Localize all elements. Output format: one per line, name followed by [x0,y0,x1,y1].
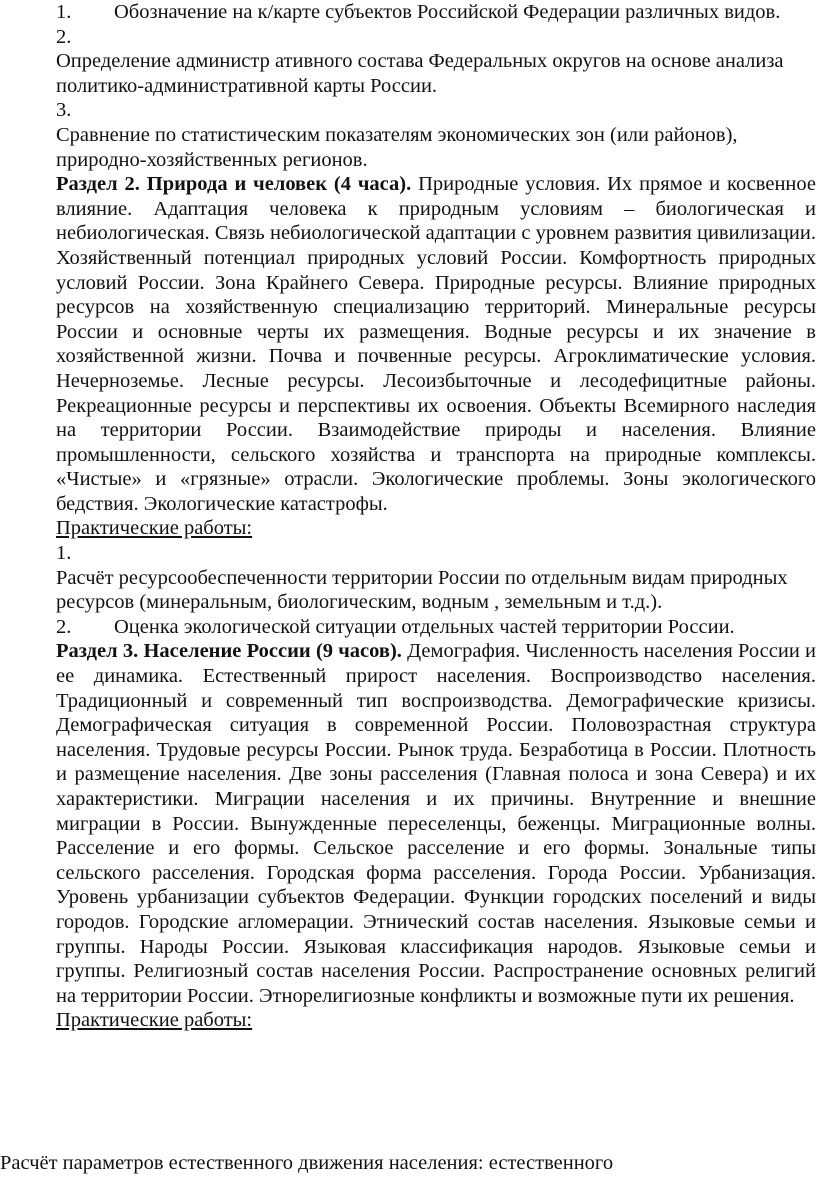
list-item-3 [56,98,816,172]
section-2-paragraph [56,172,816,516]
list-text: Сравнение по статистическим показателям экономических зон (или районов), природно-хозяйственных регионов. [56,123,738,171]
list-text: Оценка экологической ситуации отдельных частей территории России. [114,615,735,638]
list-item-2 [56,25,816,99]
document-page [56,0,816,1033]
practical-works-label: Практические работы: [56,1009,253,1032]
list-number: 2. [56,615,72,638]
section-2-practical-label [56,516,816,541]
list-text: Расчёт ресурсообеспеченности территории России по отдельным видам природных ресурсов (минеральным, биологическим, водным , земельным и т.д.). [56,566,788,614]
practical-text-line: Расчёт параметров естественного движения населения: естественного [0,1152,614,1174]
practical-item-1 [56,541,816,615]
section-3-paragraph [56,639,816,1008]
practical-item-2 [56,615,816,640]
section-3-practical-label [56,1008,816,1033]
list-text: Определение администр ативного состава Федеральных округов на основе анализа политико-административной карты России. [56,50,784,97]
section-2-body: Природные условия. Их прямое и косвенное влияние. Адаптация человека к природным условиям – биологическая и небиологическая. Связь небиологической адаптации с уровнем развития цивилизации. Хозяйственный потенциал природных условий России. Комфортность природных условий России. Зона Крайнего Севера. Природные ресурсы. Влияние природных ресурсов на хозяйственную специализацию территорий. Минеральные ресурсы России и основные черты их размещения. Водные ресурсы и их значение в хозяйственной жизни. Почва и почвенные ресурсы. Агроклиматические условия. Нечерноземье. Лесные ресурсы. Лесоизбыточные и лесодефицитные районы. Рекреационные ресурсы и перспективы их освоения. Объекты Всемирного наследия на территории России. Взаимодействие природы и населения. Влияние промышленности, сельского хозяйства и транспорта на природные комплексы. «Чистые» и «грязные» отрасли. Экологические проблемы. Зоны экологического бедствия. Экологические катастрофы. [56,173,816,515]
list-number: 3. [56,99,72,122]
section-2-heading: Раздел 2. Природа и человек (4 часа). [56,173,412,196]
list-number: 2. [56,25,72,48]
practical-works-label: Практические работы: [56,517,253,540]
section-3-heading: Раздел 3. Население России (9 часов). [56,640,402,663]
section-3-body: Демография. Численность населения России и ее динамика. Естественный прирост населения. Воспроизводство населения. Традиционный и современный тип воспроизводства. Демографические кризисы. Демографическая ситуация в современной России. Половозрастная структура населения. Трудовые ресурсы России. Рынок труда. Безработица в России. Плотность и размещение населения. Две зоны расселения (Главная полоса и зона Севера) и их характеристики. Миграции населения и их причины. Внутренние и внешние миграции в России. Вынужденные переселенцы, беженцы. Миграционные волны. Расселение и его формы. Сельское расселение и его формы. Зональные типы сельского расселения. Городская форма расселения. Города России. Урбанизация. Уровень урбанизации субъектов Федерации. Функции городских поселений и виды городов. Городские агломерации. Этнический состав населения. Языковые семьи и группы. Народы России. Языковая классификация народов. Языковые семьи и группы. Религиозный состав населения России. Распространение основных религий на территории России. Этнорелигиозные конфликты и возможные пути их решения. [56,640,816,1007]
list-number: 1. [56,542,72,565]
list-number: 1. [56,1,72,23]
list-text: Обозначение на к/карте субъектов Российской Федерации различных видов. [114,1,781,23]
list-item-1 [56,0,816,25]
